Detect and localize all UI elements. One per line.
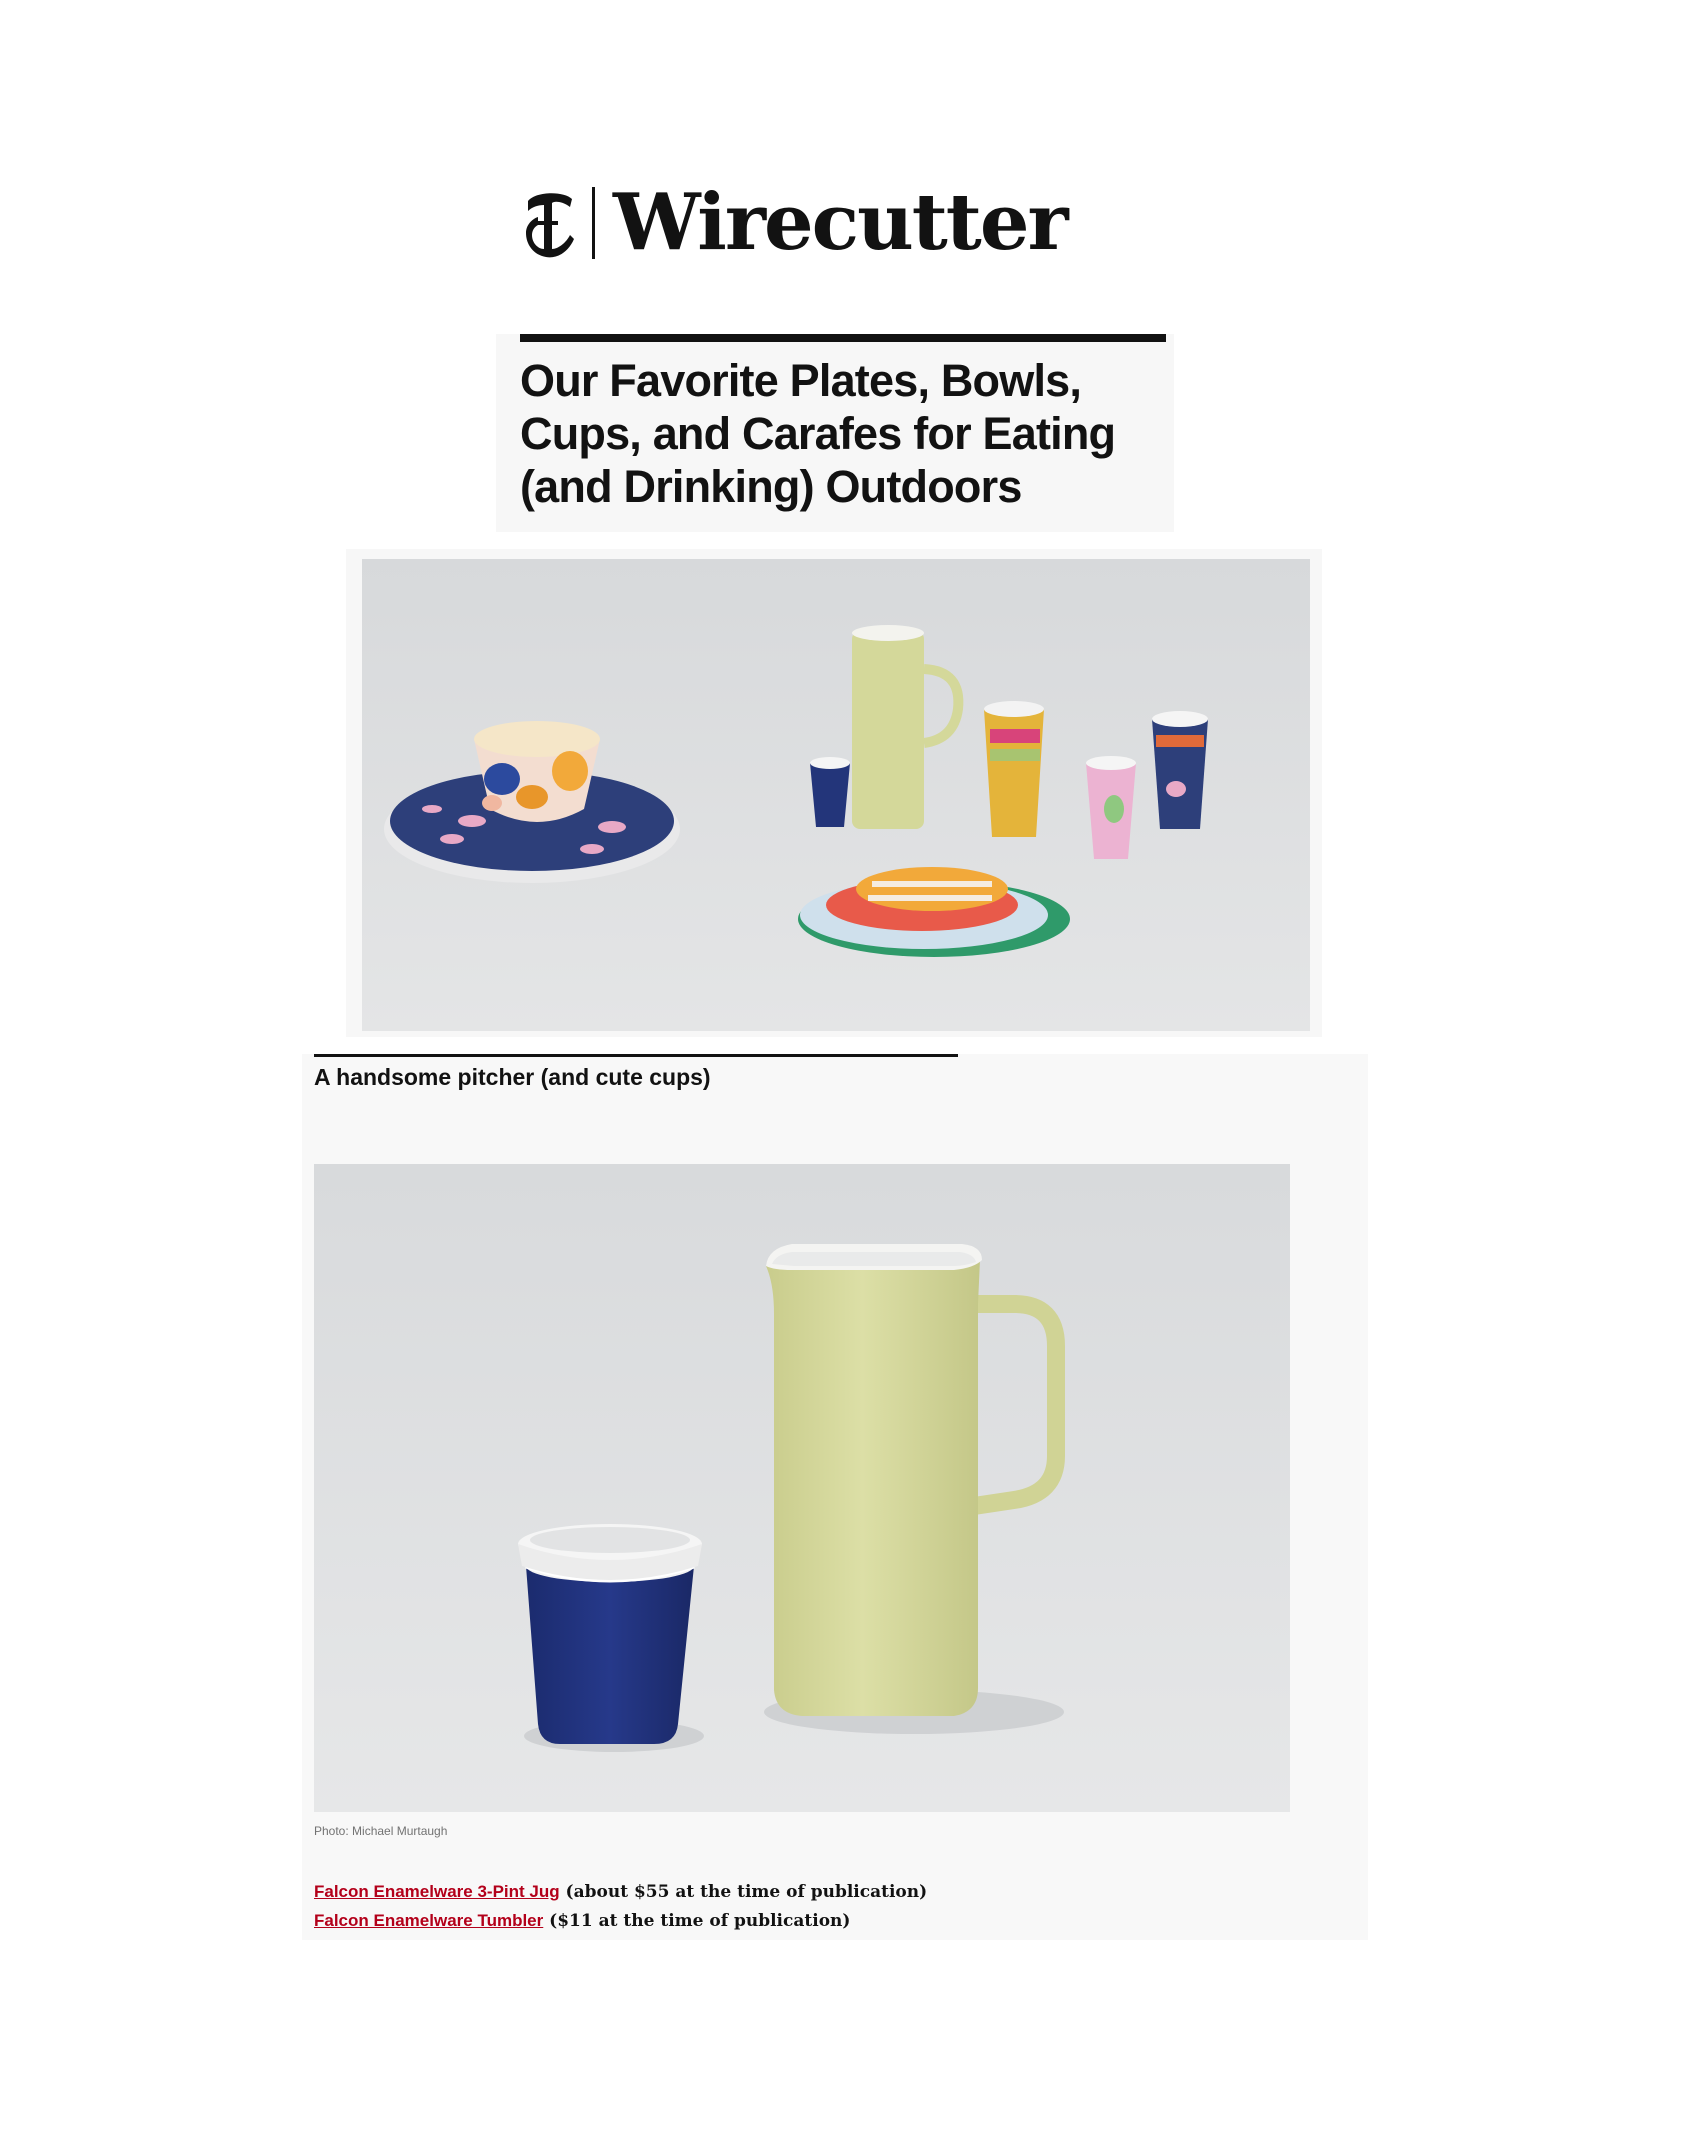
headline-rule — [520, 334, 1166, 342]
article-headline: Our Favorite Plates, Bowls, Cups, and Carafes for Eating (and Drinking) Outdoors — [520, 355, 1116, 512]
product-link-jug[interactable]: Falcon Enamelware 3-Pint Jug — [314, 1882, 560, 1901]
hero-image-frame — [346, 549, 1322, 1037]
photo-credit: Photo: Michael Murtaugh — [314, 1824, 448, 1838]
masthead — [518, 178, 1148, 268]
brand-name[interactable]: Wirecutter — [613, 177, 1067, 268]
product-note-jug: (about $55 at the time of publication) — [559, 1882, 928, 1902]
nyt-t-logo-icon[interactable] — [518, 183, 582, 263]
headline-card — [496, 334, 1174, 532]
hero-tableware-photo — [362, 559, 1310, 1031]
pitcher-tumbler-photo — [314, 1164, 1290, 1812]
section-title: A handsome pitcher (and cute cups) — [314, 1064, 711, 1090]
product-line-tumbler — [314, 1911, 850, 1931]
section-rule — [314, 1054, 958, 1057]
product-link-tumbler[interactable]: Falcon Enamelware Tumbler — [314, 1911, 544, 1930]
product-line-jug — [314, 1882, 927, 1902]
product-note-tumbler: ($11 at the time of publication) — [543, 1911, 851, 1931]
product-section — [302, 1054, 1368, 1940]
masthead-divider — [592, 187, 595, 259]
